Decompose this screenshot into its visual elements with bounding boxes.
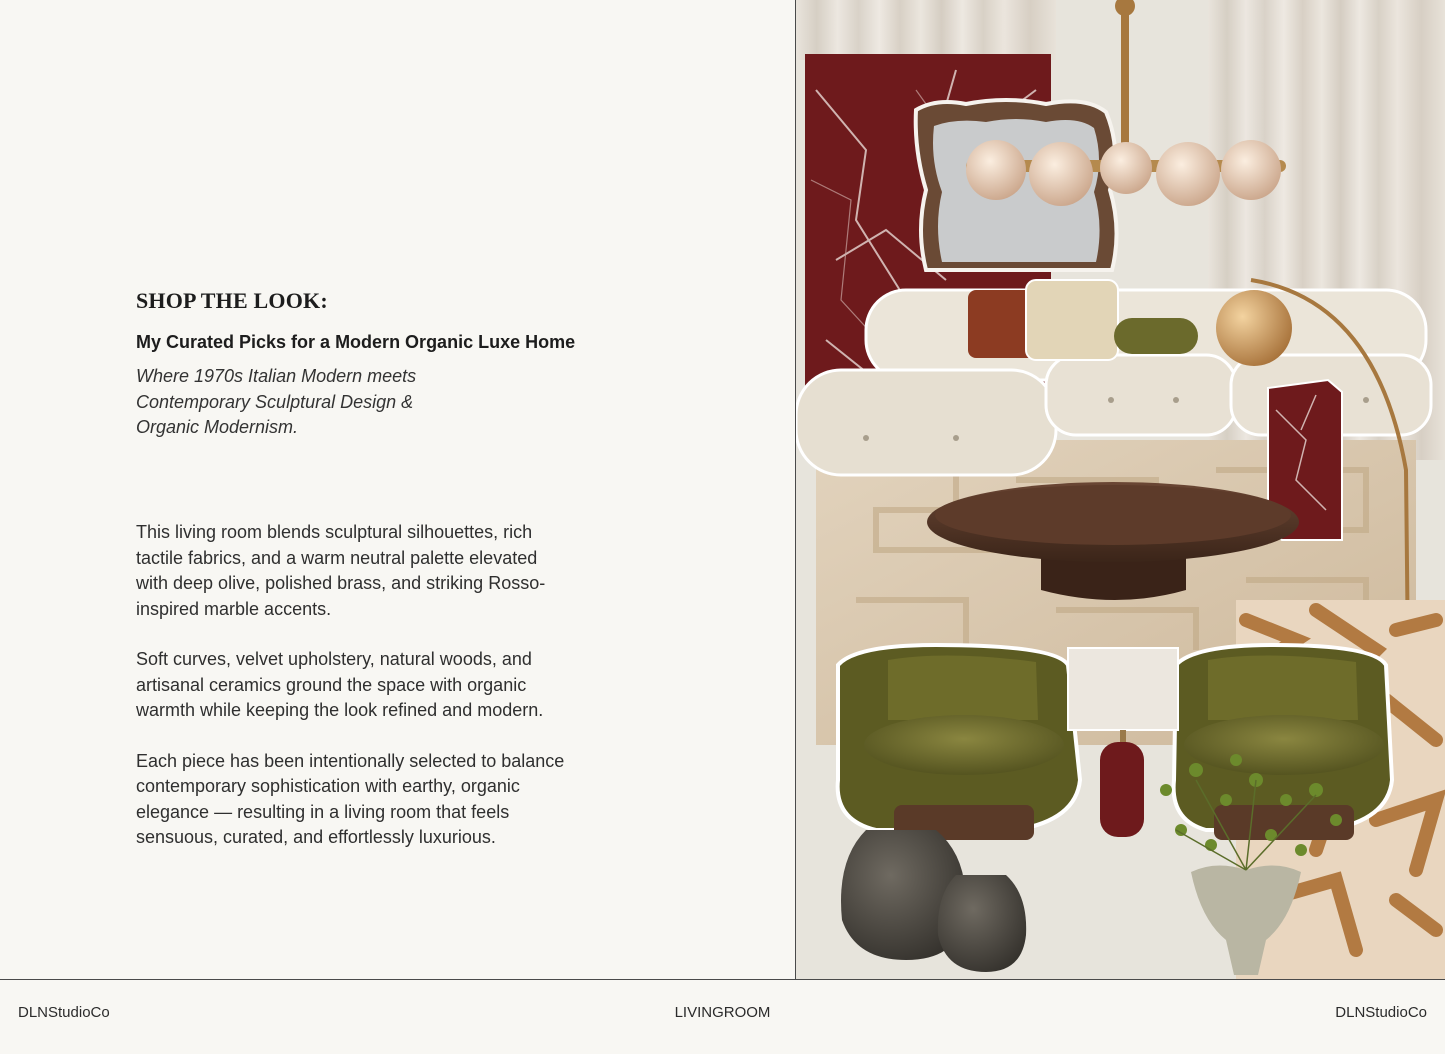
tagline: Where 1970s Italian Modern meets Contemporary Sculptural Design & Organic Modernism.: [136, 366, 417, 437]
body-paragraph: This living room blends sculptural silhouettes, rich tactile fabrics, and a warm neutral palette elevated with deep olive, polished brass, and striking Rosso-inspired marble accents.: [136, 522, 546, 619]
footer-brand-right: DLNStudioCo: [1335, 1004, 1427, 1021]
body-copy: [136, 520, 566, 876]
footer-brand-left: DLNStudioCo: [18, 1004, 110, 1021]
intro-block: [136, 288, 606, 441]
olive-velvet-swivel-chair: [838, 645, 1080, 840]
body-paragraph: Soft curves, velvet upholstery, natural woods, and artisanal ceramics ground the space with organic warmth while keeping the look refined and modern.: [136, 649, 544, 720]
moodboard-collage: [796, 0, 1445, 979]
footer-section-label: LIVINGROOM: [674, 1004, 771, 1021]
body-paragraph: Each piece has been intentionally selected to balance contemporary sophistication with earthy, organic elegance — resulting in a living room that feels sensuous, curated, and effortlessly luxurious.: [136, 750, 565, 847]
olive-velvet-swivel-chair: [1174, 645, 1392, 840]
page-title: SHOP THE LOOK:: [136, 288, 328, 313]
subtitle: My Curated Picks for a Modern Organic Luxe Home: [136, 332, 576, 352]
footer-divider: [0, 979, 1445, 980]
